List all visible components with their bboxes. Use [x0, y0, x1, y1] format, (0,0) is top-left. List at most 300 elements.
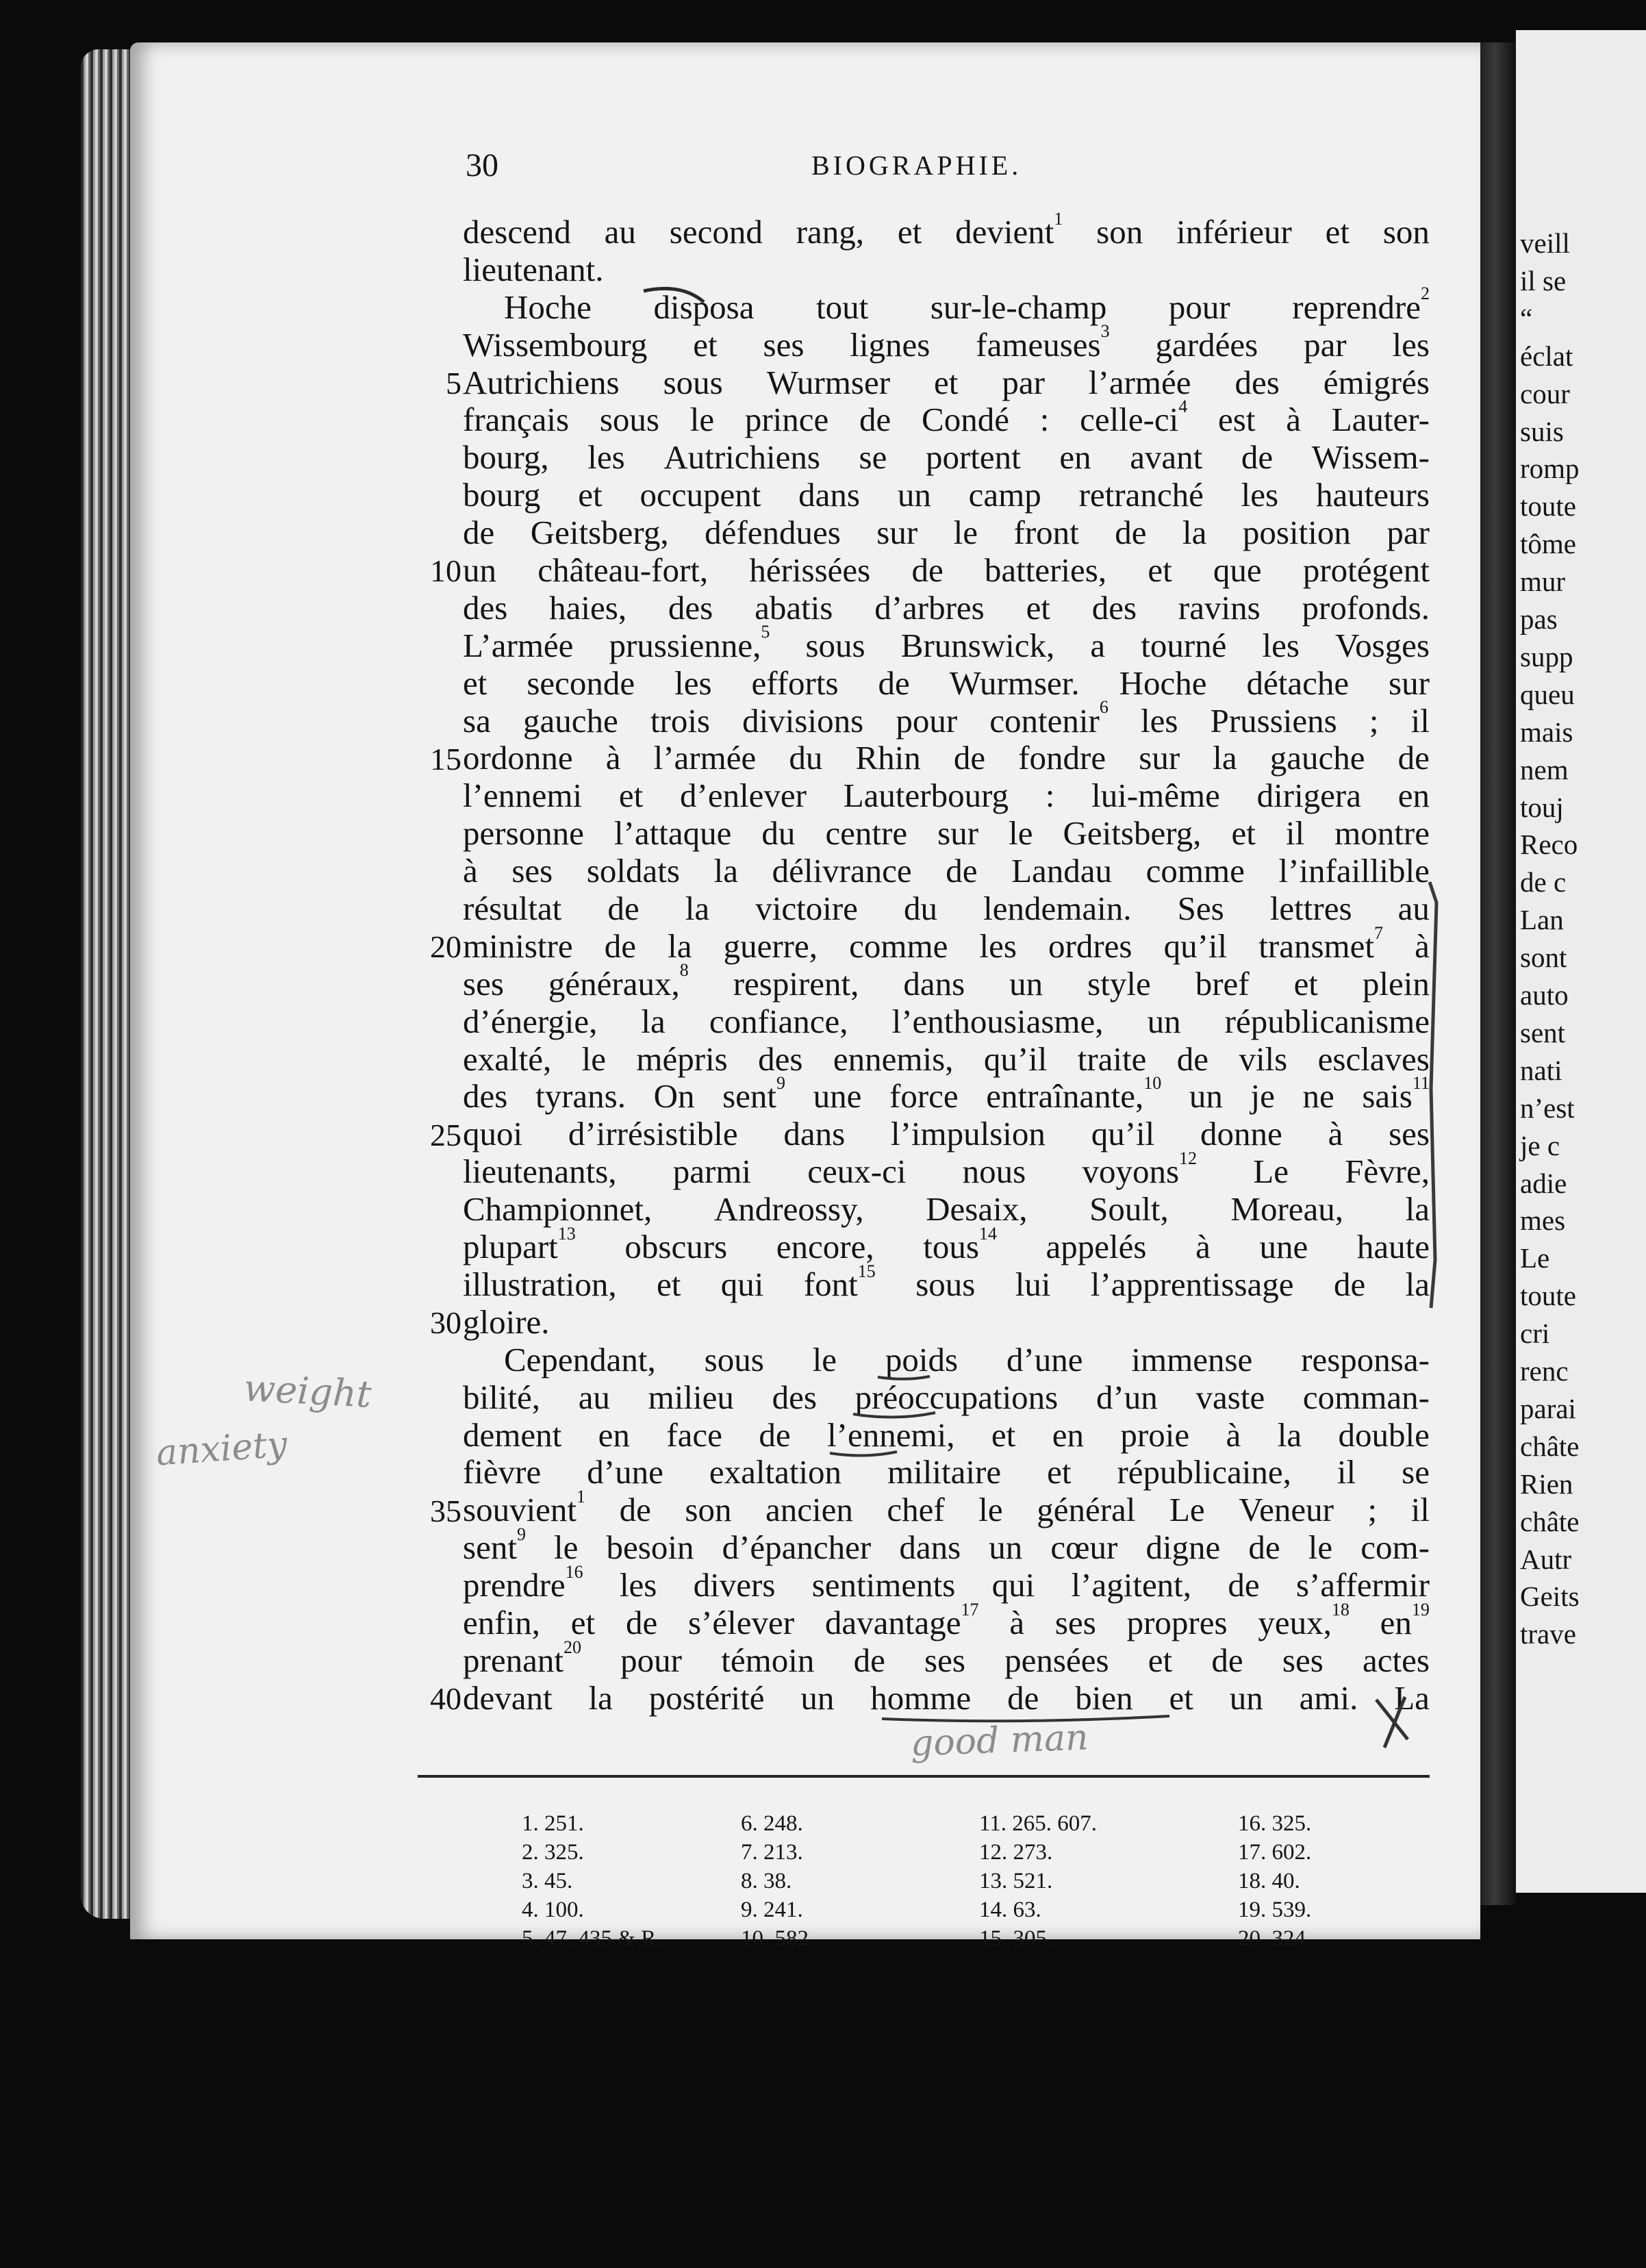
- word: digne: [1145, 1528, 1221, 1567]
- word: lui-même: [1091, 777, 1220, 815]
- word: il: [1337, 1453, 1356, 1491]
- word: yeux,$^{18}$: [1258, 1599, 1350, 1641]
- word: à: [1286, 401, 1301, 439]
- word: le: [953, 514, 978, 552]
- footnote-entry: 6. 248.: [741, 1811, 803, 1836]
- facing-page-line: Reco: [1520, 829, 1578, 861]
- word: des: [1091, 588, 1137, 627]
- word: militaire: [887, 1453, 1002, 1491]
- word: personne: [463, 814, 584, 853]
- word: On: [653, 1077, 695, 1116]
- word: lendemain.: [983, 890, 1132, 928]
- word: défendues: [705, 514, 841, 552]
- word: poids: [885, 1340, 959, 1378]
- footnote-entry: 4. 100.: [522, 1898, 584, 1922]
- word: comme: [1145, 852, 1245, 890]
- word: en: [1397, 777, 1430, 815]
- word: château-fort,: [537, 551, 709, 590]
- word: sent$^9$: [463, 1524, 526, 1567]
- facing-page-line: Geits: [1520, 1580, 1580, 1613]
- word: celle-$ci^4$: [1080, 396, 1188, 439]
- word: je: [1250, 1077, 1275, 1116]
- word: exalté,: [463, 1040, 552, 1078]
- word: Desaix,: [926, 1190, 1028, 1228]
- word: fameuses$^3$: [976, 321, 1110, 364]
- facing-page-line: suis: [1520, 415, 1564, 447]
- word: bien: [1075, 1678, 1133, 1717]
- word: des: [463, 588, 508, 627]
- footnote-entry: 1. 251.: [522, 1811, 584, 1836]
- word: souvient$^1$: [463, 1486, 586, 1529]
- word: dans: [798, 476, 860, 514]
- word: et: [1026, 588, 1050, 627]
- word: républicanisme: [1224, 1002, 1430, 1040]
- word: protégent: [1302, 551, 1430, 590]
- word: rang,: [796, 213, 865, 251]
- word: est: [1218, 401, 1256, 439]
- word: :: [1045, 777, 1055, 815]
- word: Rhin: [855, 739, 921, 777]
- word: il: [1285, 814, 1305, 853]
- word: ses: [763, 325, 805, 364]
- word: et: [657, 1265, 681, 1303]
- word: dirigera: [1256, 777, 1361, 815]
- word: un: [1009, 964, 1043, 1003]
- footnote-entry: 2. 325.: [522, 1840, 584, 1865]
- word: qui: [991, 1566, 1035, 1604]
- word: ordonne: [463, 739, 573, 777]
- facing-page-line: n’est: [1520, 1092, 1575, 1124]
- underline-preoccupations: [853, 1413, 935, 1418]
- facing-page-line: nem: [1520, 753, 1569, 785]
- word: transmet$^7$: [1258, 922, 1384, 965]
- word: le: [1308, 1528, 1333, 1567]
- word: position: [1242, 514, 1351, 552]
- word: de: [619, 1491, 651, 1529]
- word: un: [989, 1528, 1023, 1567]
- word: sur: [1389, 664, 1430, 702]
- word: qu’il: [983, 1040, 1048, 1078]
- word: le: [689, 401, 715, 439]
- facing-page-line: Le: [1520, 1242, 1550, 1274]
- word: ordres: [1048, 927, 1132, 965]
- word: de: [859, 401, 891, 439]
- word: exaltation: [709, 1453, 842, 1491]
- word: délivrance: [772, 852, 912, 890]
- word: retranché: [1078, 476, 1204, 514]
- word: ravins: [1178, 588, 1261, 627]
- word: qui: [720, 1265, 764, 1303]
- word: des: [463, 1077, 508, 1116]
- facing-page-line: pas: [1520, 603, 1558, 635]
- word: se: [859, 438, 887, 477]
- word: ministre: [463, 927, 573, 965]
- word: a: [1090, 626, 1106, 664]
- word: républicaine,: [1117, 1453, 1291, 1491]
- word: fièvre: [463, 1453, 542, 1491]
- word: un: [1147, 1002, 1181, 1040]
- word: Condé: [922, 401, 1009, 439]
- word: L’armée: [463, 626, 574, 664]
- word: disposa: [653, 288, 755, 326]
- word: et: [934, 363, 959, 401]
- line-number: 20: [430, 929, 461, 965]
- word: comman-: [1302, 1378, 1430, 1416]
- word: reprendre$^2$: [1292, 284, 1430, 326]
- word: homme: [870, 1678, 972, 1717]
- word: prenant$^{20}$: [463, 1637, 581, 1679]
- word: de: [463, 514, 495, 552]
- facing-page-line: nati: [1520, 1054, 1562, 1086]
- word: com-: [1360, 1528, 1430, 1567]
- word: dans: [899, 1528, 961, 1567]
- word: et: [693, 325, 718, 364]
- word: lui: [1015, 1265, 1051, 1303]
- word: la: [1182, 514, 1207, 552]
- word: les: [1141, 701, 1178, 740]
- word: sur: [876, 514, 918, 552]
- word: Hoche: [1119, 664, 1207, 702]
- word: vaste: [1195, 1378, 1265, 1416]
- word: un: [1229, 1678, 1263, 1717]
- word: soldats: [586, 852, 680, 890]
- word: qu’il: [1091, 1115, 1155, 1153]
- word: en: [598, 1415, 630, 1454]
- word: le: [978, 1491, 1003, 1529]
- word: sa: [463, 701, 491, 740]
- word: par: [1304, 325, 1347, 364]
- page-number: 30: [466, 147, 498, 184]
- footnote-entry: 18. 40.: [1238, 1869, 1300, 1893]
- word: les: [674, 664, 712, 702]
- facing-page-line: Autr: [1520, 1543, 1572, 1575]
- word: entraînante,$^{10}$: [986, 1073, 1162, 1116]
- facing-page-line: sent: [1520, 1016, 1566, 1048]
- word: voyons$^{12}$: [1082, 1148, 1198, 1191]
- word: profonds.: [1302, 588, 1430, 627]
- word: tous$^{14}$: [923, 1223, 997, 1266]
- word: gardées: [1155, 325, 1258, 364]
- word: inférieur: [1176, 213, 1292, 251]
- word: et: [991, 1415, 1016, 1454]
- word: d’irrésistible: [568, 1115, 738, 1153]
- word: Andreossy,: [713, 1190, 864, 1228]
- word: sous: [915, 1265, 976, 1303]
- word: dans: [783, 1115, 846, 1153]
- word: parmi: [672, 1152, 752, 1191]
- word: responsa-: [1301, 1340, 1430, 1378]
- line-number: 15: [430, 741, 461, 777]
- word: Autrichiens: [463, 363, 620, 401]
- word: guerre,: [723, 927, 818, 965]
- word: propres: [1126, 1603, 1228, 1641]
- word: bref: [1195, 964, 1250, 1003]
- word: mépris: [636, 1040, 728, 1078]
- word: Wurmser: [766, 363, 891, 401]
- word: en: [1052, 1415, 1084, 1454]
- underline-ennemi: [830, 1452, 897, 1456]
- word: appelés: [1046, 1228, 1147, 1266]
- word: Moreau,: [1230, 1190, 1344, 1228]
- word: et: [897, 213, 922, 251]
- word: prussienne,$^5$: [609, 622, 770, 664]
- word: à: [1195, 1228, 1211, 1266]
- word: le: [812, 1340, 837, 1378]
- word: de: [1007, 1678, 1039, 1717]
- word: traite: [1077, 1040, 1147, 1078]
- facing-page-line: adie: [1520, 1167, 1567, 1199]
- facing-page-line: mes: [1520, 1205, 1566, 1237]
- word: prince: [744, 401, 829, 439]
- footnote-entry: 9. 241.: [741, 1898, 803, 1922]
- word: s’élever: [688, 1603, 795, 1641]
- word: sur: [1139, 739, 1180, 777]
- word: front: [1013, 514, 1079, 552]
- word: montre: [1334, 814, 1430, 853]
- margin-note-anxiety: anxiety: [155, 1424, 289, 1474]
- word: sais$^{11}$: [1362, 1073, 1430, 1116]
- word: et: [1325, 213, 1350, 251]
- footnote-entry: 16. 325.: [1238, 1811, 1312, 1836]
- word: Fèvre,: [1345, 1152, 1430, 1191]
- word: à: [1009, 1603, 1025, 1641]
- word: plein: [1362, 964, 1430, 1003]
- word: hauteurs: [1315, 476, 1430, 514]
- line-number: 5: [446, 365, 461, 401]
- word: ses: [511, 852, 553, 890]
- word: Le: [1169, 1491, 1205, 1529]
- word: haute: [1356, 1228, 1430, 1266]
- footnote-entry: 19. 539.: [1238, 1898, 1312, 1922]
- word: d’énergie,: [463, 1002, 598, 1040]
- word: obscurs: [624, 1228, 728, 1266]
- word: Prussiens: [1210, 701, 1337, 740]
- word: font$^{15}$: [803, 1261, 876, 1303]
- word: l’attaque: [613, 814, 732, 853]
- margin-note-good-man: good man: [910, 1717, 1089, 1765]
- facing-page-line: mais: [1520, 716, 1573, 748]
- word: sentiments: [811, 1566, 956, 1604]
- word: général: [1037, 1491, 1136, 1529]
- facing-page-line: trave: [1520, 1618, 1576, 1650]
- line-number: 40: [430, 1681, 461, 1717]
- facing-page-line: cour: [1520, 377, 1570, 410]
- word: la: [1277, 1415, 1302, 1454]
- word: proie: [1120, 1415, 1190, 1454]
- word: de: [1211, 1641, 1243, 1679]
- footnote-entry: 20. 324.: [1238, 1926, 1312, 1951]
- word: un: [1189, 1077, 1223, 1116]
- word: Brunswick,: [900, 626, 1055, 664]
- word: lieutenants,: [463, 1152, 617, 1191]
- word: ceux-ci: [807, 1152, 907, 1191]
- facing-page-line: veill: [1520, 227, 1570, 259]
- word: lignes: [850, 325, 930, 364]
- word: divers: [693, 1566, 776, 1604]
- word: l’ennemi: [463, 777, 583, 815]
- facing-page-line: toute: [1520, 490, 1576, 522]
- word: double: [1338, 1415, 1430, 1454]
- word: une: [813, 1077, 862, 1116]
- footnote-entry: 7. 213.: [741, 1840, 803, 1865]
- word: style: [1087, 964, 1151, 1003]
- word: sous: [663, 363, 723, 401]
- word: de: [607, 890, 640, 928]
- word: d’arbres: [874, 588, 985, 627]
- word: Wissembourg: [463, 325, 648, 364]
- word: de: [878, 664, 910, 702]
- facing-page-line: de c: [1520, 866, 1567, 898]
- word: la: [668, 927, 692, 965]
- footnote-entry: 8. 38.: [741, 1869, 792, 1893]
- word: l’infaillible: [1278, 852, 1430, 890]
- word: sent$^9$: [722, 1073, 786, 1116]
- line-number: 35: [430, 1493, 461, 1528]
- footnote-entry: 3. 45.: [522, 1869, 573, 1893]
- word: au: [1397, 890, 1430, 928]
- word: une: [1259, 1228, 1308, 1266]
- word: français: [463, 401, 570, 439]
- word: la: [641, 1002, 666, 1040]
- word: milieu: [648, 1378, 734, 1416]
- word: un: [463, 551, 496, 590]
- word: force: [889, 1077, 959, 1116]
- word: des: [772, 1378, 817, 1416]
- word: ses: [1054, 1603, 1096, 1641]
- word: l’armée: [653, 739, 757, 777]
- word: la: [588, 1678, 613, 1717]
- word: Landau: [1011, 852, 1113, 890]
- word: portent: [925, 438, 1021, 477]
- facing-page-line: il se: [1520, 264, 1567, 297]
- word: les: [1392, 325, 1430, 364]
- word: un: [800, 1678, 835, 1717]
- word: bourg: [463, 476, 541, 514]
- word: Soult,: [1089, 1190, 1169, 1228]
- word: de: [1241, 438, 1274, 477]
- word: et: [618, 777, 644, 815]
- word: d’un: [1096, 1378, 1158, 1416]
- word: Geitsberg,: [530, 514, 669, 552]
- word: en: [1059, 438, 1091, 477]
- word: d’épancher: [722, 1528, 872, 1567]
- word: gauche: [522, 701, 618, 740]
- word: esclaves: [1317, 1040, 1430, 1078]
- line-number: 10: [430, 553, 461, 589]
- word: sur: [937, 814, 979, 853]
- word: généraux,$^8$: [548, 960, 689, 1003]
- word: divisions: [742, 701, 864, 740]
- margin-bracket: [1430, 882, 1436, 1308]
- word: le: [1009, 814, 1033, 853]
- word: Geitsberg,: [1063, 814, 1202, 853]
- word: cœur: [1050, 1528, 1118, 1567]
- footnote-entry: 13. 521.: [979, 1869, 1053, 1893]
- word: les: [1241, 476, 1279, 514]
- word: respirent,: [733, 964, 859, 1003]
- word: nous: [962, 1152, 1026, 1191]
- word: lettres: [1269, 890, 1352, 928]
- word: du: [904, 890, 938, 928]
- word: enfin,: [463, 1603, 540, 1641]
- word: hérissées: [749, 551, 871, 590]
- word: Hoche: [504, 288, 592, 326]
- word: ses: [463, 964, 504, 1003]
- word: la: [1213, 739, 1237, 777]
- word: gloire.: [463, 1302, 550, 1341]
- facing-page-line: tôme: [1520, 528, 1576, 560]
- word: Autrichiens: [663, 438, 820, 477]
- word: seconde: [527, 664, 635, 702]
- word: ses: [1282, 1641, 1324, 1679]
- word: confiance,: [709, 1002, 848, 1040]
- word: à: [463, 852, 478, 890]
- word: d’une: [1006, 1340, 1083, 1378]
- word: bilité,: [463, 1378, 540, 1416]
- word: donne: [1200, 1115, 1282, 1153]
- word: immense: [1131, 1340, 1253, 1378]
- facing-page-line: châte: [1520, 1430, 1580, 1462]
- word: des: [1234, 363, 1280, 401]
- word: Wurmser.: [949, 664, 1080, 702]
- word: sous: [704, 1340, 764, 1378]
- word: qu’il: [1163, 927, 1228, 965]
- word: sous: [599, 401, 659, 439]
- word: ami.: [1299, 1678, 1358, 1717]
- word: de: [1176, 1040, 1209, 1078]
- word: et: [463, 664, 488, 702]
- word: la: [1405, 1265, 1430, 1303]
- word: l’impulsion: [890, 1115, 1046, 1153]
- footnote-entry: 14. 63.: [979, 1898, 1041, 1922]
- word: devant: [463, 1678, 553, 1717]
- word: ne: [1302, 1077, 1334, 1116]
- word: comme: [849, 927, 948, 965]
- word: d’enlever: [680, 777, 807, 815]
- word: pour: [620, 1641, 682, 1679]
- facing-page-line: auto: [1520, 979, 1569, 1011]
- facing-page-line: cri: [1520, 1318, 1550, 1350]
- word: de: [1248, 1528, 1280, 1567]
- facing-page-line: toute: [1520, 1280, 1576, 1312]
- word: bourg,: [463, 438, 549, 477]
- word: :: [1039, 401, 1050, 439]
- word: Le: [1253, 1152, 1289, 1191]
- word: de: [1115, 514, 1147, 552]
- word: camp: [968, 476, 1041, 514]
- word: la: [685, 890, 710, 928]
- word: à: [605, 739, 621, 777]
- word: dans: [903, 964, 965, 1003]
- word: batteries,: [984, 551, 1107, 590]
- word: prendre$^{16}$: [463, 1561, 583, 1604]
- facing-page-line: romp: [1520, 453, 1580, 485]
- word: préoccupations: [854, 1378, 1059, 1416]
- word: contenir$^6$: [989, 697, 1109, 740]
- word: un: [897, 476, 931, 514]
- word: les: [979, 927, 1017, 965]
- word: ;: [1369, 701, 1379, 740]
- word: témoin: [721, 1641, 815, 1679]
- word: sous: [805, 626, 865, 664]
- word: lieutenant.: [463, 250, 604, 288]
- word: l’ennemi,: [827, 1415, 955, 1454]
- word: face: [666, 1415, 722, 1454]
- word: résultat: [463, 890, 562, 928]
- word: de: [1397, 739, 1430, 777]
- line-number: 25: [430, 1117, 461, 1152]
- word: plupart$^{13}$: [463, 1223, 576, 1266]
